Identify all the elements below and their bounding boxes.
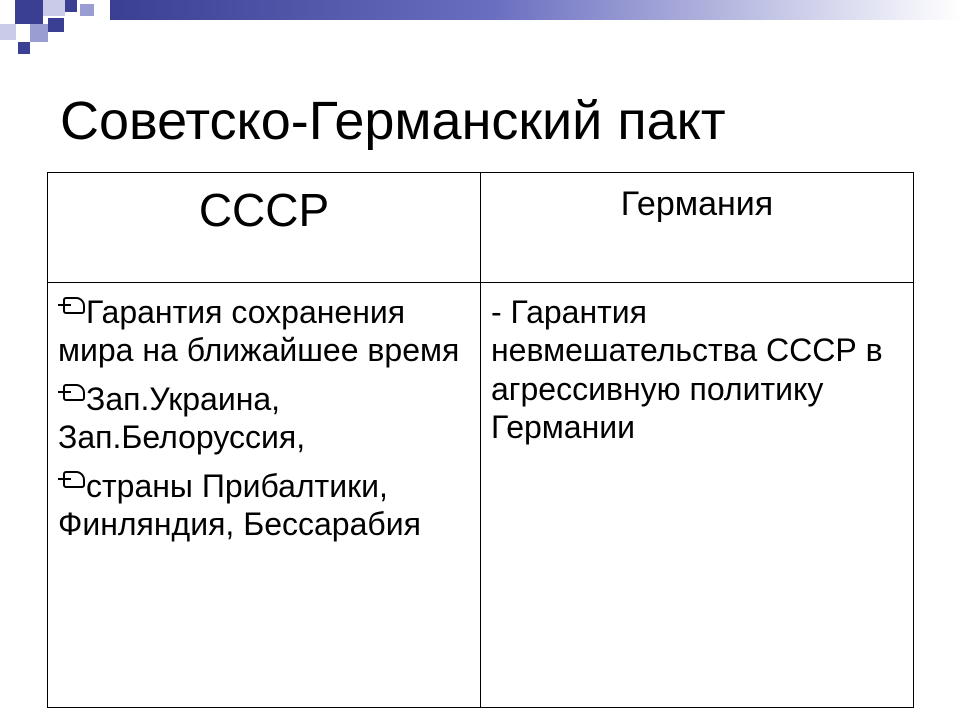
- folder-arrow-bullet-icon: [58, 469, 84, 489]
- list-item: [58, 467, 470, 544]
- top-decorative-band: [110, 0, 960, 20]
- header-ussr: СССР: [48, 173, 481, 283]
- decorative-square: [48, 18, 64, 32]
- list-item-text: Гарантия сохранения мира на ближайшее время: [58, 294, 460, 369]
- header-germany: Германия: [481, 173, 914, 283]
- folder-arrow-bullet-icon: [58, 382, 84, 402]
- decorative-square: [43, 0, 65, 16]
- decorative-square: [80, 4, 94, 16]
- decorative-square: [0, 24, 16, 40]
- list-item-text: страны Прибалтики, Финляндия, Бессарабия: [58, 467, 421, 542]
- decorative-square: [30, 24, 48, 42]
- comparison-table: [47, 172, 914, 708]
- germany-gains-text: - Гарантия невмешательства СССР в агрессивную политику Германии: [491, 294, 883, 446]
- list-item: [58, 293, 470, 370]
- table-header-row: [48, 173, 914, 283]
- germany-cell: [481, 283, 914, 708]
- list-item: [58, 380, 470, 457]
- table-body-row: [48, 283, 914, 708]
- folder-arrow-bullet-icon: [58, 295, 84, 315]
- list-item-text: Зап.Украина, Зап.Белоруссия,: [58, 380, 306, 456]
- ussr-gains-list: [58, 293, 470, 543]
- decorative-square: [65, 0, 77, 12]
- decorative-square: [15, 0, 43, 24]
- decorative-square: [18, 42, 30, 54]
- ussr-cell: [48, 283, 481, 708]
- slide-title: Советско-Германский пакт: [60, 91, 726, 151]
